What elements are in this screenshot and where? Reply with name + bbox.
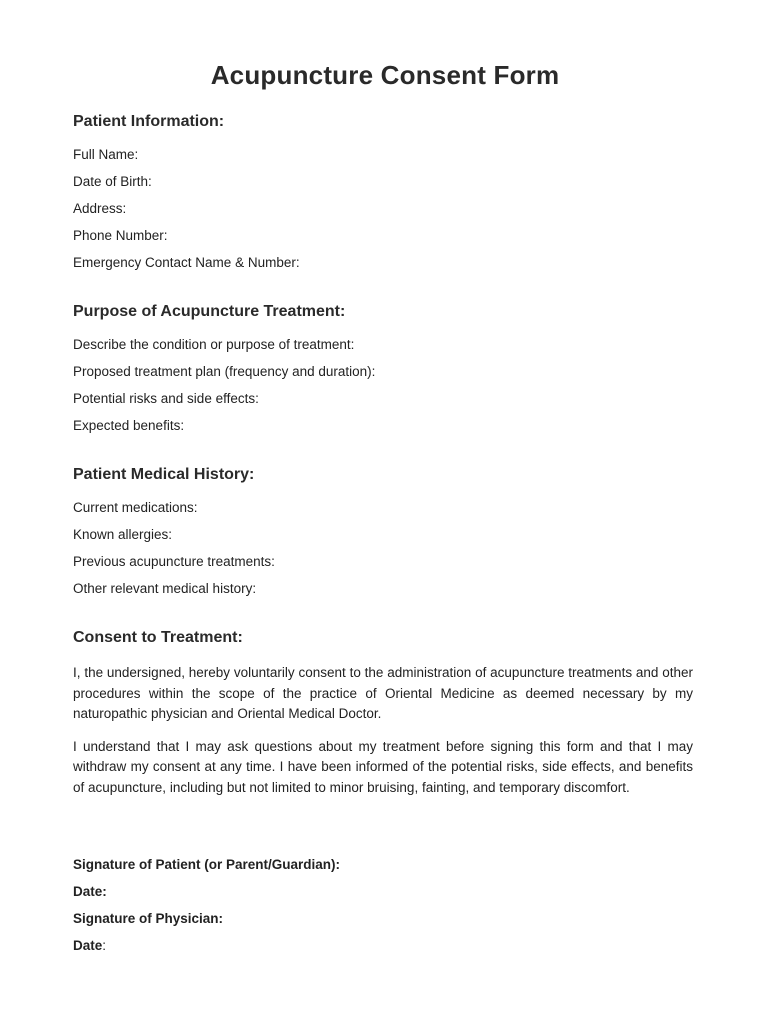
section-heading: Patient Medical History: — [73, 466, 255, 483]
risks-side-effects-field[interactable]: Potential risks and side effects: — [73, 391, 259, 406]
medical-history-section — [73, 465, 693, 602]
current-medications-field[interactable]: Current medications: — [73, 500, 198, 515]
full-name-field[interactable]: Full Name: — [73, 147, 139, 162]
treatment-plan-field[interactable]: Proposed treatment plan (frequency and duration): — [73, 364, 376, 379]
page-title: Acupuncture Consent Form — [210, 60, 560, 90]
emergency-contact-field[interactable]: Emergency Contact Name & Number: — [73, 255, 300, 270]
date-of-birth-field[interactable]: Date of Birth: — [73, 174, 152, 189]
other-history-field[interactable]: Other relevant medical history: — [73, 581, 257, 596]
section-heading: Patient Information: — [73, 113, 225, 130]
expected-benefits-field[interactable]: Expected benefits: — [73, 418, 185, 433]
consent-paragraph: I understand that I may ask questions about my treatment before signing this form and that I may withdraw my consent at any time. I have been informed of the potential risks, side effects, and benefits of acupuncture, including but not limited to minor bruising, fainting, and temporary discomfort. — [73, 738, 693, 795]
purpose-section — [73, 302, 693, 439]
known-allergies-field[interactable]: Known allergies: — [73, 527, 173, 542]
patient-date-field[interactable]: Date: — [73, 884, 107, 899]
section-heading: Consent to Treatment: — [73, 629, 243, 646]
patient-signature-field[interactable]: Signature of Patient (or Parent/Guardian): — [73, 857, 341, 872]
previous-treatments-field[interactable]: Previous acupuncture treatments: — [73, 554, 275, 569]
phone-number-field[interactable]: Phone Number: — [73, 228, 168, 243]
section-heading: Purpose of Acupuncture Treatment: — [73, 303, 346, 320]
address-field[interactable]: Address: — [73, 201, 127, 216]
consent-section — [73, 628, 693, 798]
physician-signature-field[interactable]: Signature of Physician: — [73, 911, 224, 926]
signature-section — [73, 851, 693, 959]
date-colon: : — [102, 938, 107, 953]
condition-purpose-field[interactable]: Describe the condition or purpose of treatment: — [73, 337, 355, 352]
date-label: Date — [73, 938, 103, 953]
patient-information-section — [73, 112, 693, 276]
consent-paragraph: I, the undersigned, hereby voluntarily consent to the administration of acupuncture treatments and other procedures within the scope of the practice of Oriental Medicine as deemed necessary by my naturopathic physician and Oriental Medical Doctor. — [73, 665, 693, 721]
physician-date-field[interactable] — [73, 932, 693, 959]
